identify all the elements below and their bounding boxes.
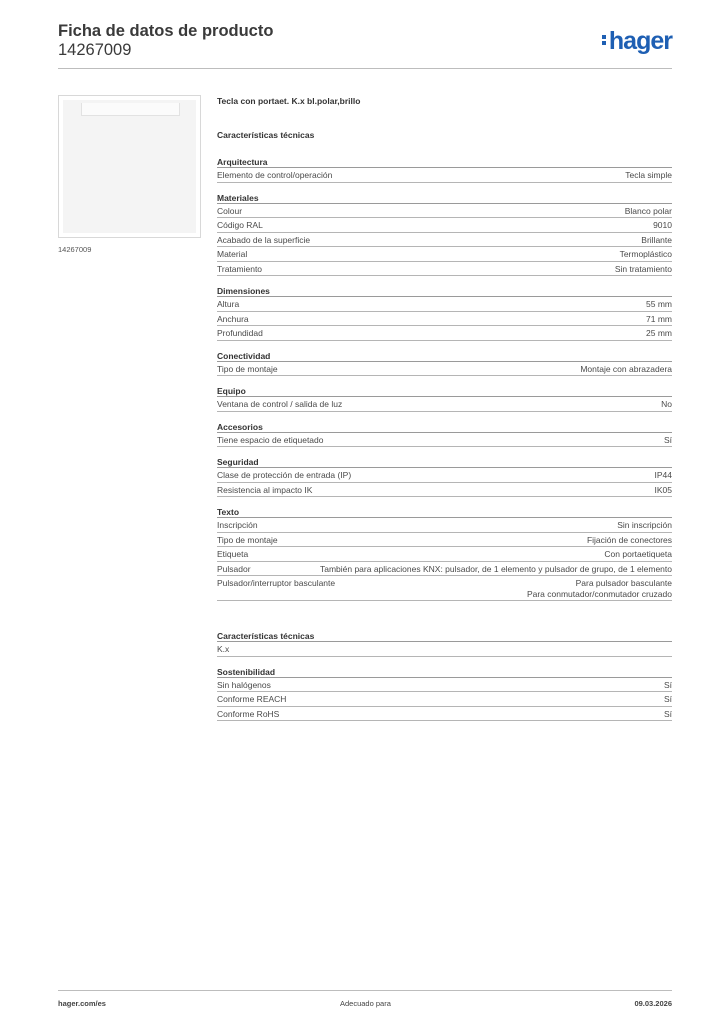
spec-section	[217, 285, 672, 341]
spec-row	[217, 312, 672, 327]
spec-value: Para pulsador basculante Para conmutador/conmutador cruzado	[526, 578, 672, 599]
spec-label: Colour	[217, 205, 243, 216]
spec-value: Brillante	[641, 234, 672, 245]
product-image-caption: 14267009	[58, 245, 92, 254]
spec-section	[217, 456, 672, 497]
spec-row	[217, 483, 672, 498]
spec-value: 55 mm	[646, 299, 672, 309]
page-header	[58, 22, 672, 68]
spec-section	[217, 630, 672, 657]
logo-text: hager	[608, 27, 672, 55]
spec-value: Sin inscripción	[617, 520, 672, 530]
spec-value: También para aplicaciones KNX: pulsador, de 1 elemento y pulsador de grupo, de 1 elemento	[319, 563, 672, 574]
section-title: Conectividad	[217, 350, 672, 362]
spec-label: Clase de protección de entrada (IP)	[217, 470, 352, 480]
spec-row	[217, 707, 672, 722]
spec-value: Con portaetiqueta	[604, 549, 672, 559]
spec-label: Profundidad	[217, 328, 263, 338]
spec-row	[217, 247, 672, 262]
spec-row	[217, 562, 672, 577]
spec-value: Sí	[663, 434, 672, 445]
spec-section	[217, 421, 672, 448]
spec-sections-secondary	[217, 630, 672, 721]
spec-section	[217, 506, 672, 601]
spec-content	[217, 96, 672, 730]
spec-label: Resistencia al impacto IK	[217, 484, 313, 495]
spec-label: Material	[217, 249, 248, 259]
section-title: Arquitectura	[217, 156, 672, 168]
spec-row	[217, 233, 672, 248]
spec-value: IP44	[654, 470, 672, 480]
section-title: Equipo	[217, 385, 672, 397]
spec-label: Tipo de montaje	[217, 534, 278, 545]
spec-row	[217, 297, 672, 312]
spec-label: Pulsador/interruptor basculante	[217, 578, 336, 588]
section-title: Seguridad	[217, 456, 672, 468]
footer-date: 09.03.2026	[634, 999, 672, 1008]
spec-row	[217, 218, 672, 233]
spec-label: Etiqueta	[217, 549, 249, 559]
logo-dots-icon	[602, 33, 608, 47]
spec-row	[217, 678, 672, 693]
spec-row	[217, 692, 672, 707]
footer-suitable-for: Adecuado para	[340, 999, 391, 1008]
spec-row	[217, 547, 672, 562]
spec-label: Conforme REACH	[217, 694, 287, 704]
spec-value: Sin tratamiento	[614, 263, 672, 274]
spec-row	[217, 362, 672, 377]
spec-value: Termoplástico	[619, 249, 672, 259]
section-title: Dimensiones	[217, 285, 672, 297]
spec-row	[217, 533, 672, 548]
spec-section	[217, 666, 672, 722]
spec-value: 9010	[653, 220, 672, 230]
page-title: Ficha de datos de producto	[58, 22, 274, 40]
product-image	[58, 95, 201, 238]
spec-label: Conforme RoHS	[217, 708, 280, 719]
spec-label: Tiene espacio de etiquetado	[217, 434, 324, 445]
spec-value: 25 mm	[646, 328, 672, 338]
spec-label: Inscripción	[217, 520, 258, 530]
technical-heading: Características técnicas	[217, 130, 315, 140]
spec-value: Sí	[663, 679, 672, 690]
section-title: Accesorios	[217, 421, 672, 433]
spec-value: No	[661, 399, 672, 409]
spec-label: Tratamiento	[217, 263, 263, 274]
section-title: Texto	[217, 506, 672, 518]
spec-label: Pulsador	[217, 563, 251, 574]
spec-label: Acabado de la superficie	[217, 234, 311, 245]
spec-label: Altura	[217, 299, 240, 309]
spec-value: Fijación de conectores	[586, 534, 672, 545]
spec-row	[217, 642, 672, 657]
spec-label: Elemento de control/operación	[217, 170, 333, 180]
spec-row	[217, 204, 672, 219]
footer-divider	[58, 990, 672, 991]
spec-section	[217, 156, 672, 183]
spec-value: Sí	[663, 694, 672, 704]
spec-value: Sí	[663, 708, 672, 719]
spec-value: Tecla simple	[625, 170, 672, 180]
spec-section	[217, 385, 672, 412]
spec-row	[217, 168, 672, 183]
spec-row	[217, 518, 672, 533]
spec-row	[217, 576, 672, 601]
spec-label: Código RAL	[217, 220, 263, 230]
spec-row	[217, 262, 672, 277]
spec-label: Ventana de control / salida de luz	[217, 399, 343, 409]
footer-website[interactable]: hager.com/es	[58, 999, 106, 1008]
section-title: Materiales	[217, 192, 672, 204]
product-name: Tecla con portaet. K.x bl.polar,brillo	[217, 96, 361, 106]
spec-row	[217, 433, 672, 448]
spec-sections	[217, 156, 672, 601]
product-number: 14267009	[58, 41, 132, 59]
spec-value: Montaje con abrazadera	[580, 363, 672, 374]
spec-section	[217, 192, 672, 277]
section-title: Sostenibilidad	[217, 666, 672, 678]
spec-section	[217, 350, 672, 377]
spec-label: Tipo de montaje	[217, 363, 278, 374]
section-title: Características técnicas	[217, 630, 672, 642]
spec-row	[217, 397, 672, 412]
spec-value: 71 mm	[646, 313, 672, 324]
hager-logo	[602, 28, 672, 54]
header-divider	[58, 68, 672, 69]
spec-value: Blanco polar	[624, 205, 672, 216]
spec-row	[217, 468, 672, 483]
label-holder-slot	[81, 103, 180, 116]
spec-label: Sin halógenos	[217, 679, 271, 690]
rocker-plate-icon	[63, 100, 196, 233]
spec-label: K.x	[217, 644, 230, 654]
section-gap	[217, 610, 672, 630]
spec-row	[217, 326, 672, 341]
spec-label: Anchura	[217, 313, 249, 324]
spec-value: IK05	[654, 484, 672, 495]
